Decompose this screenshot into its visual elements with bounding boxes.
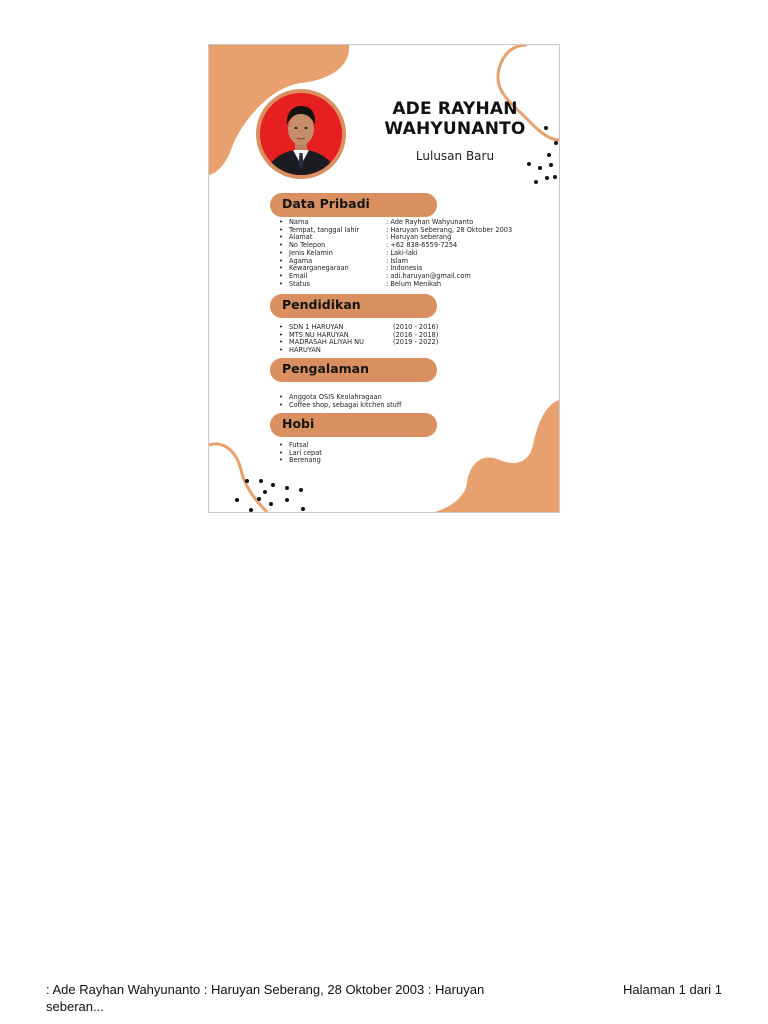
- section-title-hobbies: Hobi: [282, 416, 315, 431]
- education-item: • SDN 1 HARUYAN: [273, 324, 393, 332]
- education-year: (2016 - 2018): [393, 330, 439, 339]
- education-list: [273, 324, 393, 355]
- document-snippet: : Ade Rayhan Wahyunanto : Haruyan Seberang, 28 Oktober 2003 : Haruyan seberan...: [46, 982, 485, 1014]
- personal-value: : Laki-laki: [386, 248, 418, 257]
- personal-label: • Alamat: [273, 234, 388, 242]
- experience-item: • Anggota OSIS Keolahragaan: [273, 394, 453, 402]
- experience-list: [273, 394, 453, 409]
- cv-subtitle: Lulusan Baru: [415, 149, 495, 163]
- personal-value: : Islam: [386, 256, 408, 265]
- section-header-experience: [270, 358, 437, 382]
- hobby-item: • Lari cepat: [273, 450, 393, 458]
- hobby-item: • Berenang: [273, 457, 393, 465]
- education-years: [393, 324, 453, 347]
- page-indicator: Halaman 1 dari 1: [623, 982, 722, 997]
- bottom-right-blob: [435, 400, 559, 512]
- education-item: • MTS NU HARUYAN: [273, 332, 393, 340]
- personal-label: • Email: [273, 273, 388, 281]
- personal-value: : adi.haruyan@gmail.com: [386, 271, 471, 280]
- personal-label: • Status: [273, 281, 388, 289]
- education-year: (2010 - 2016): [393, 323, 439, 331]
- personal-values: [386, 219, 556, 288]
- personal-value: : +62 838-6559-7254: [386, 241, 458, 250]
- personal-label: • Tempat, tanggal lahir: [273, 227, 388, 235]
- personal-label: • Nama: [273, 219, 388, 227]
- personal-labels: [273, 219, 388, 288]
- name-line-1: ADE RAYHAN: [392, 99, 518, 119]
- education-year: (2019 - 2022): [393, 338, 439, 347]
- cv-document: [208, 44, 560, 513]
- bottom-left-curve: [209, 444, 267, 512]
- avatar: [260, 93, 342, 175]
- personal-value: : Haruyan seberang: [386, 233, 452, 242]
- personal-label: • Kewarganegaraan: [273, 265, 388, 273]
- personal-value: : Belum Menikah: [386, 279, 442, 288]
- section-title-experience: Pengalaman: [282, 361, 369, 376]
- section-header-education: [270, 294, 437, 318]
- personal-value: : Ade Rayhan Wahyunanto: [386, 218, 474, 226]
- personal-value: : Indonesia: [386, 264, 423, 273]
- section-header-personal: [270, 193, 437, 217]
- hobbies-list: [273, 442, 393, 465]
- experience-item: • Coffee shop, sebagai kitchen stuff: [273, 402, 453, 410]
- personal-label: • Jenis Kelamin: [273, 250, 388, 258]
- personal-label: • No Telepon: [273, 242, 388, 250]
- section-title-personal: Data Pribadi: [282, 196, 370, 211]
- section-title-education: Pendidikan: [282, 297, 361, 312]
- education-item-continued: • HARUYAN: [273, 347, 393, 355]
- personal-label: • Agama: [273, 258, 388, 266]
- name-line-2: WAHYUNANTO: [384, 119, 526, 139]
- education-item: • MADRASAH ALIYAH NU: [273, 339, 393, 347]
- profile-photo: [256, 89, 346, 179]
- personal-value: : Haruyan Seberang, 28 Oktober 2003: [386, 225, 513, 234]
- hobby-item: • Futsal: [273, 442, 393, 450]
- cv-name: [355, 99, 555, 139]
- section-header-hobbies: [270, 413, 437, 437]
